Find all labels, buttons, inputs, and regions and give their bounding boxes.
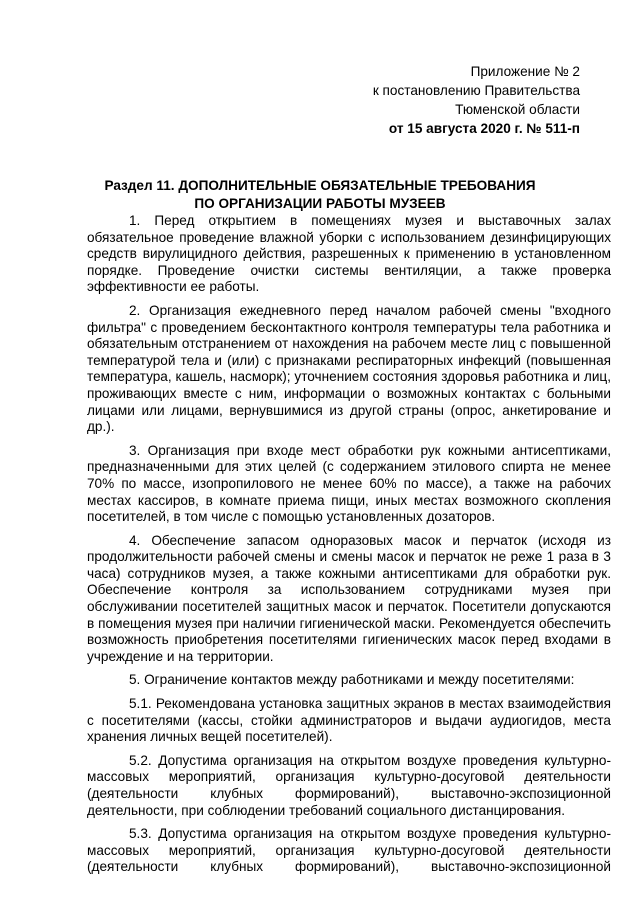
paragraph-5-2: 5.2. Допустима организация на открытом воздухе проведения культурно-массовых мероприятий, организация культурно-досуговой деятельности (деятельности клубных формирований), выставочно-экспозиционной деятельности, при соблюдении требований социального дистанцирования.: [87, 752, 611, 818]
paragraph-2: 2. Организация ежедневного перед началом рабочей смены "входного фильтра" с проведением бесконтактного контроля температуры тела работника и обязательным отстранением от нахождения на рабочем месте лиц с повышенной температурой тела и (или) с признаками респираторных инфекций (повышенная температура, кашель, насморк); уточнением состояния здоровья работника и лиц, проживающих вместе с ним, информации о возможных контактах с больными лицами или лицами, вернувшимися из другой страны (опрос, анкетирование и др.).: [87, 302, 611, 435]
appendix-number: Приложение № 2: [470, 64, 580, 79]
document-body: [87, 213, 611, 883]
section-title: [60, 177, 580, 213]
paragraph-1: 1. Перед открытием в помещениях музея и выставочных залах обязательное проведение влажной уборки с использованием дезинфицирующих средств вирулицидного действия, разрешенных к применению в установленном порядке. Проведение очистки системы вентиляции, а также проверка эффективности ее работы.: [87, 213, 611, 295]
section-title-line-2: ПО ОРГАНИЗАЦИИ РАБОТЫ МУЗЕЕВ: [194, 196, 446, 211]
paragraph-5-1: 5.1. Рекомендована установка защитных экранов в местах взаимодействия с посетителями (кассы, стойки администраторов и выдачи аудиогидов, места хранения личных вещей посетителей).: [87, 696, 611, 745]
section-title-line-1: Раздел 11. ДОПОЛНИТЕЛЬНЫЕ ОБЯЗАТЕЛЬНЫЕ ТРЕБОВАНИЯ: [104, 178, 536, 193]
appendix-reference: к постановлению Правительства: [372, 83, 580, 98]
appendix-header: [290, 62, 580, 138]
appendix-date-number: от 15 августа 2020 г. № 511-п: [388, 121, 580, 136]
paragraph-3: 3. Организация при входе мест обработки рук кожными антисептиками, предназначенными для этих целей (с содержанием этилового спирта не менее 70% по массе, изопропилового не менее 60% по массе), а также на рабочих местах кассиров, в комнате приема пищи, иных местах возможного скопления посетителей, в том числе с помощью установленных дозаторов.: [87, 442, 611, 525]
paragraph-4: 4. Обеспечение запасом одноразовых масок и перчаток (исходя из продолжительности рабочей смены и смены масок и перчаток не реже 1 раза в 3 часа) сотрудников музея, а также кожными антисептиками для обработки рук. Обеспечение контроля за использованием сотрудниками музея при обслуживании посетителей защитных масок и перчаток. Посетители допускаются в помещения музея при наличии гигиенической маски. Рекомендуется обеспечить возможность приобретения посетителями гигиенических масок перед входами в учреждение и на территории.: [87, 532, 611, 664]
paragraph-5-3: 5.3. Допустима организация на открытом воздухе проведения культурно-массовых мероприятий, организация культурно-досуговой деятельности (деятельности клубных формирований), выставочно-экспозиционной: [87, 826, 611, 875]
paragraph-5: 5. Ограничение контактов между работниками и между посетителями:: [129, 672, 575, 688]
appendix-region: Тюменской области: [455, 102, 580, 117]
